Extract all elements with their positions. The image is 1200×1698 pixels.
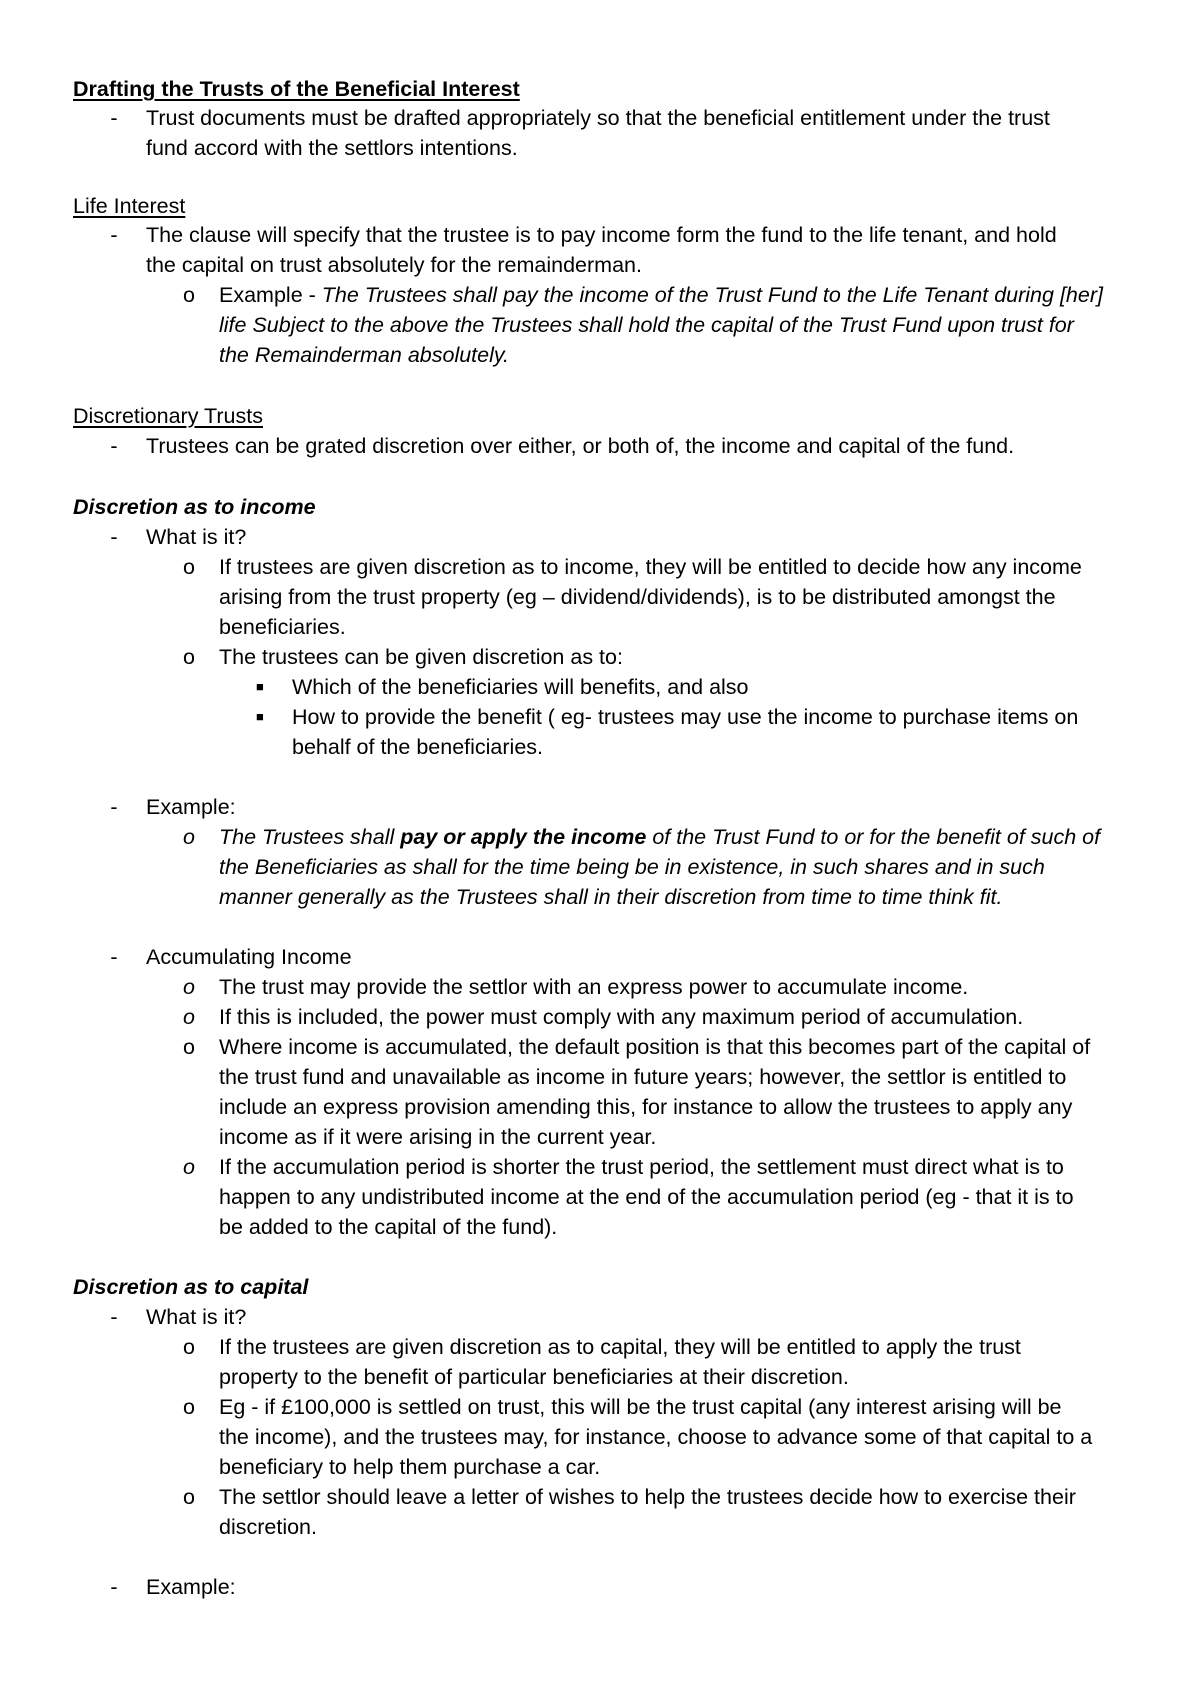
paragraph-line: property to the benefit of particular beneficiaries at their discretion.	[219, 1365, 849, 1389]
example-line	[219, 280, 1103, 311]
paragraph-line: How to provide the benefit ( eg- trustees may use the income to purchase items on	[292, 705, 1079, 729]
circle-bullet: o	[183, 1155, 195, 1179]
paragraph-line: include an express provision amending this, for instance to allow the trustees to apply any	[219, 1095, 1073, 1119]
dash-bullet: -	[110, 795, 118, 819]
paragraph-line: What is it?	[146, 525, 247, 549]
dash-bullet: -	[110, 1575, 118, 1599]
paragraph-line: arising from the trust property (eg – dividend/dividends), is to be distributed amongst the	[219, 585, 1056, 609]
paragraph-line: If trustees are given discretion as to income, they will be entitled to decide how any income	[219, 555, 1082, 579]
example-text: of the Trust Fund to or for the benefit of such of	[646, 825, 1101, 849]
paragraph-line: If this is included, the power must comply with any maximum period of accumulation.	[219, 1005, 1024, 1029]
paragraph-line: income as if it were arising in the current year.	[219, 1125, 657, 1149]
paragraph-line: beneficiary to help them purchase a car.	[219, 1455, 601, 1479]
paragraph-line: Trustees can be grated discretion over either, or both of, the income and capital of the fund.	[146, 434, 1015, 458]
circle-bullet: o	[183, 645, 195, 669]
paragraph-line: If the accumulation period is shorter the trust period, the settlement must direct what is to	[219, 1155, 1064, 1179]
paragraph-line: Eg - if £100,000 is settled on trust, this will be the trust capital (any interest arising will be	[219, 1395, 1062, 1419]
circle-bullet: o	[183, 1395, 195, 1419]
example-text: The Trustees shall	[219, 825, 401, 849]
circle-bullet: o	[183, 975, 195, 999]
circle-bullet: o	[183, 1485, 195, 1509]
circle-bullet: o	[183, 1005, 195, 1029]
dash-bullet: -	[110, 945, 118, 969]
paragraph-line: The trust may provide the settlor with an express power to accumulate income.	[219, 975, 969, 999]
paragraph-line: beneficiaries.	[219, 615, 346, 639]
paragraph-line: Example:	[146, 795, 236, 819]
paragraph-line: The settlor should leave a letter of wishes to help the trustees decide how to exercise their	[219, 1485, 1076, 1509]
dash-bullet: -	[110, 223, 118, 247]
circle-bullet: o	[183, 1335, 195, 1359]
dash-bullet: -	[110, 525, 118, 549]
example-line: the Beneficiaries as shall for the time being be in existence, in such shares and in such	[219, 855, 1045, 879]
section-heading-discretion-income: Discretion as to income	[73, 495, 316, 519]
paragraph-line: Where income is accumulated, the default position is that this becomes part of the capital of	[219, 1035, 1091, 1059]
paragraph-line: Example:	[146, 1575, 236, 1599]
paragraph-line: Accumulating Income	[146, 945, 352, 969]
example-line: the Remainderman absolutely.	[219, 343, 510, 367]
paragraph-line: happen to any undistributed income at the end of the accumulation period (eg - that it is to	[219, 1185, 1074, 1209]
example-label: Example -	[219, 283, 322, 307]
circle-bullet: o	[183, 825, 195, 849]
square-bullet: ■	[256, 709, 264, 724]
section-heading-drafting: Drafting the Trusts of the Beneficial Interest	[73, 77, 520, 101]
paragraph-line: What is it?	[146, 1305, 247, 1329]
dash-bullet: -	[110, 434, 118, 458]
paragraph-line: Trust documents must be drafted appropriately so that the beneficial entitlement under the trust	[146, 106, 1050, 130]
paragraph-line: the trust fund and unavailable as income in future years; however, the settlor is entitled to	[219, 1065, 1067, 1089]
square-bullet: ■	[256, 679, 264, 694]
example-emphasis: pay or apply the income	[400, 825, 647, 849]
paragraph-line: the capital on trust absolutely for the remainderman.	[146, 253, 642, 277]
example-line	[219, 822, 1100, 853]
example-line: life Subject to the above the Trustees shall hold the capital of the Trust Fund upon trust for	[219, 313, 1074, 337]
section-heading-discretion-capital: Discretion as to capital	[73, 1275, 309, 1299]
section-heading-discretionary-trusts: Discretionary Trusts	[73, 404, 263, 428]
paragraph-line: the income), and the trustees may, for instance, choose to advance some of that capital to a	[219, 1425, 1093, 1449]
paragraph-line: behalf of the beneficiaries.	[292, 735, 543, 759]
circle-bullet: o	[183, 283, 195, 307]
circle-bullet: o	[183, 1035, 195, 1059]
paragraph-line: The trustees can be given discretion as to:	[219, 645, 623, 669]
dash-bullet: -	[110, 1305, 118, 1329]
paragraph-line: If the trustees are given discretion as to capital, they will be entitled to apply the trust	[219, 1335, 1021, 1359]
circle-bullet: o	[183, 555, 195, 579]
section-heading-life-interest: Life Interest	[73, 194, 186, 218]
paragraph-line: be added to the capital of the fund).	[219, 1215, 558, 1239]
paragraph-line: fund accord with the settlors intentions.	[146, 136, 518, 160]
paragraph-line: discretion.	[219, 1515, 317, 1539]
paragraph-line: Which of the beneficiaries will benefits, and also	[292, 675, 749, 699]
paragraph-line: The clause will specify that the trustee is to pay income form the fund to the life tenant, and hold	[146, 223, 1057, 247]
example-line: manner generally as the Trustees shall in their discretion from time to time think fit.	[219, 885, 1003, 909]
dash-bullet: -	[110, 106, 118, 130]
example-text: The Trustees shall pay the income of the Trust Fund to the Life Tenant during [her]	[321, 283, 1103, 307]
